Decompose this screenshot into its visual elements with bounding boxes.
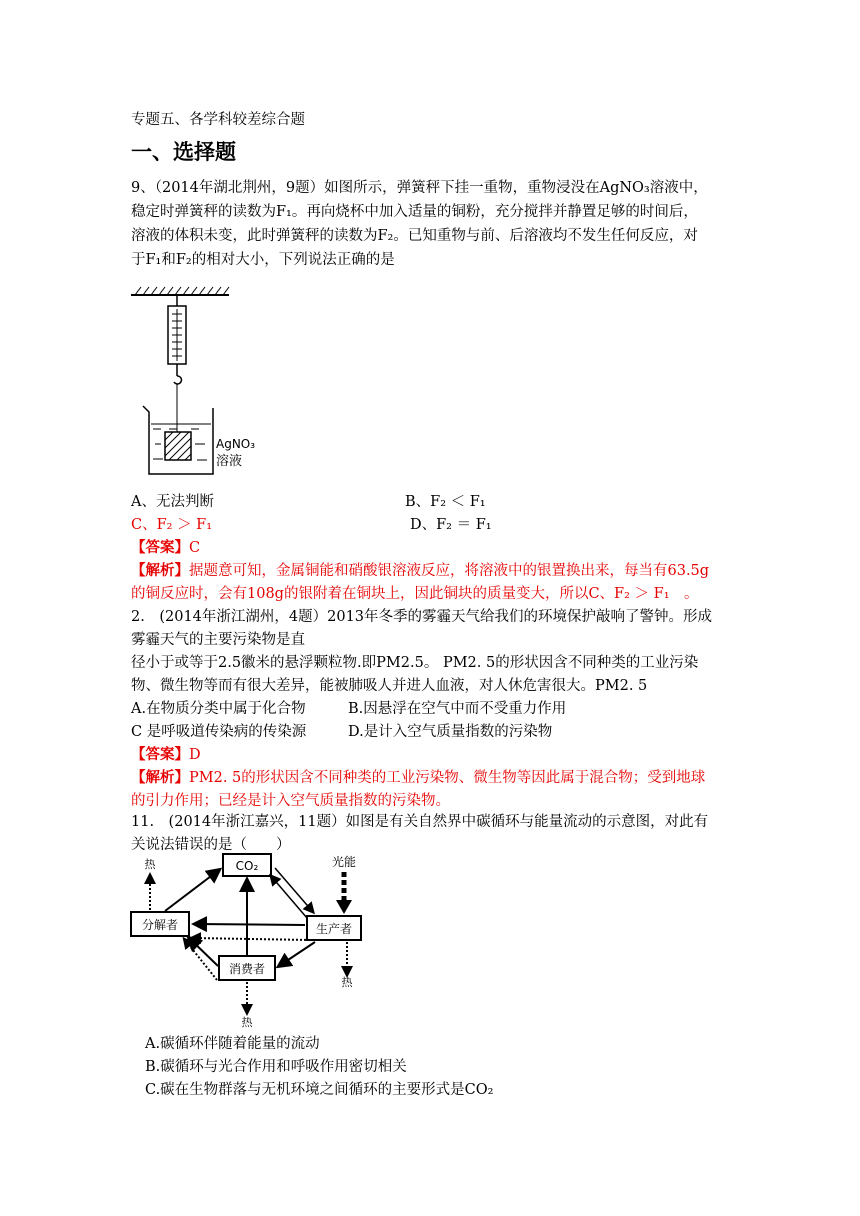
- q9-analysis: [131, 559, 709, 580]
- q2-option-b: B.因悬浮在空气中而不受重力作用: [348, 701, 567, 717]
- question-text-line: 雾霾天气的主要污染物是直: [131, 632, 305, 648]
- figure-label-solution: 溶液: [216, 454, 243, 469]
- answer-tag: 【答案】: [131, 746, 189, 763]
- q2-analysis-line-2: 的引力作用；已经是计入空气质量指数的污染物。: [131, 793, 450, 809]
- question-text-line: 于F₁和F₂的相对大小，下列说法正确的是: [131, 252, 395, 268]
- spring-scale-figure: [125, 284, 275, 484]
- q9-answer: [131, 536, 200, 557]
- q9-option-b: B、F₂ ＜ F₁: [405, 494, 486, 510]
- question-text-line: 稳定时弹簧秤的读数为F₁。再向烧杯中加入适量的铜粉，充分搅拌并静置足够的时间后，: [131, 204, 698, 220]
- q9-option-c: C、F₂ ＞ F₁: [131, 517, 213, 533]
- analysis-text: 据题意可知，金属铜能和硝酸银溶液反应，将溶液中的银置换出来，每当有63.5g: [189, 563, 710, 579]
- question-text-line: 关说法错误的是（ ）: [131, 837, 291, 853]
- q2-answer: [131, 743, 201, 764]
- producer-label: 生产者: [315, 922, 353, 936]
- question-text-line: 物、微生物等而有很大差异，能被肺吸人并进人血液，对人休危害很大。PM2. 5: [131, 678, 648, 694]
- answer-value: C: [189, 540, 201, 556]
- analysis-tag: 【解析】: [131, 769, 189, 786]
- q9-analysis-line-2: 的铜反应时，会有108g的银附着在铜块上，因此铜块的质量变大，所以C、F₂ ＞ F₁ 。: [131, 586, 699, 602]
- question-text-line: 径小于或等于2.5徽米的悬浮颗粒物.即PM2.5。 PM2. 5的形状因含不同种类的工业污染: [131, 655, 699, 671]
- q11-option-b: B.碳循环与光合作用和呼吸作用密切相关: [145, 1059, 407, 1075]
- analysis-text: PM2. 5的形状因含不同种类的工业污染物、微生物等因此属于混合物；受到地球: [189, 770, 706, 786]
- q2-option-c: C 是呼吸道传染病的传染源: [131, 724, 307, 740]
- co2-label: CO₂: [235, 859, 259, 873]
- q9-option-a: A、无法判断: [131, 494, 214, 510]
- q11-option-c: C.碳在生物群落与无机环境之间循环的主要形式是CO₂: [145, 1082, 494, 1098]
- q2-analysis: [131, 766, 705, 787]
- analysis-tag: 【解析】: [131, 562, 189, 579]
- question-text-line: 11. (2014年浙江嘉兴，11题）如图是有关自然界中碳循环与能量流动的示意图，对此有: [131, 814, 709, 830]
- heat-label: 热: [241, 1016, 253, 1029]
- figure-label-agno3: AgNO₃: [216, 437, 256, 451]
- section-title: 一、选择题: [131, 140, 236, 164]
- question-text-line: 2. (2014年浙江湖州，4题）2013年冬季的雾霾天气给我们的环境保护敲响了警钟。形成: [131, 609, 713, 625]
- question-text-line: 9、（2014年湖北荆州，9题）如图所示，弹簧秤下挂一重物，重物浸没在AgNO₃溶液中，: [131, 180, 708, 196]
- document-header: 专题五、各学科较差综合题: [131, 112, 305, 128]
- heat-label: 热: [341, 976, 353, 989]
- decomposer-label: 分解者: [141, 918, 179, 932]
- q9-option-d: D、F₂ ＝ F₁: [410, 517, 492, 533]
- carbon-cycle-diagram: [125, 850, 375, 1030]
- q2-option-a: A.在物质分类中属于化合物: [131, 701, 306, 717]
- question-text-line: 溶液的体积未变，此时弹簧秤的读数为F₂。已知重物与前、后溶液均不发生任何反应，对: [131, 228, 698, 244]
- q11-option-a: A.碳循环伴随着能量的流动: [145, 1036, 320, 1052]
- consumer-label: 消费者: [228, 962, 266, 976]
- q2-option-d: D.是计入空气质量指数的污染物: [348, 724, 553, 740]
- answer-value: D: [189, 747, 201, 763]
- answer-tag: 【答案】: [131, 539, 189, 556]
- light-energy-label: 光能: [331, 855, 357, 869]
- heat-label: 热: [144, 858, 156, 871]
